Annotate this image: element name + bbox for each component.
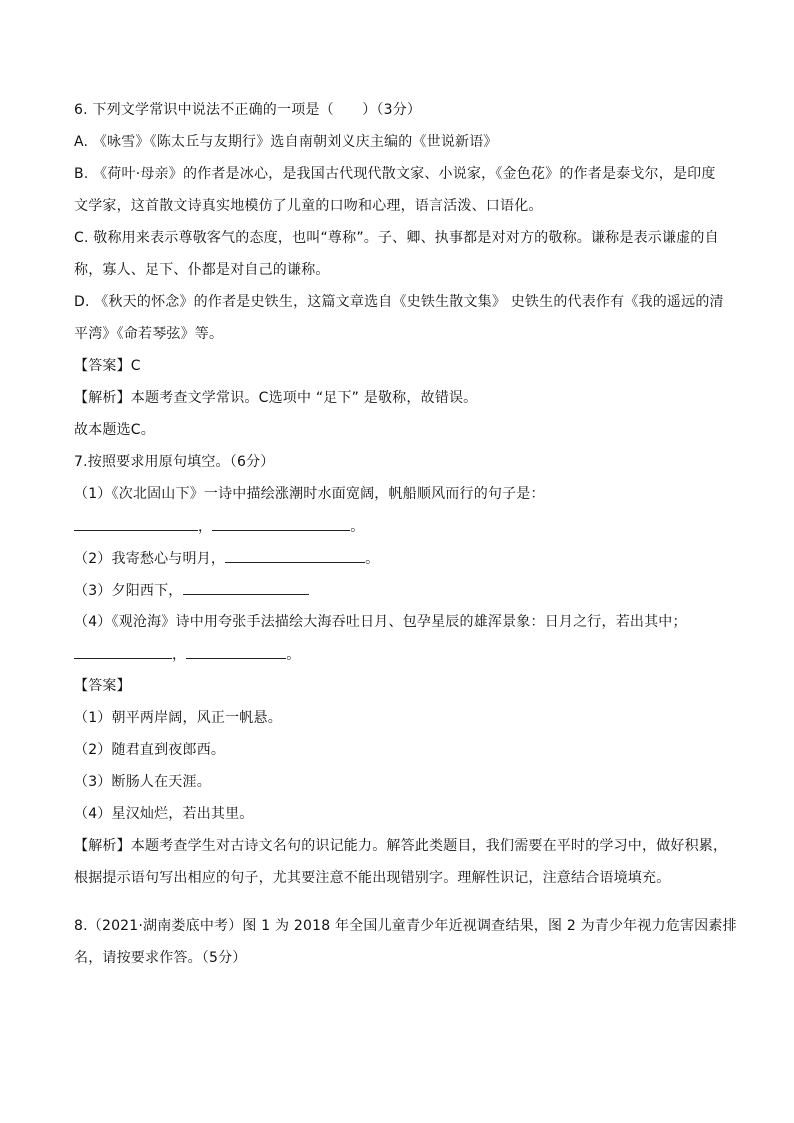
period: 。 xyxy=(365,551,380,567)
q6-option-a: A. 《咏雪》《陈太丘与友期行》选自南朝刘义庆主编的《世说新语》 xyxy=(74,134,498,150)
q7-prompt-4: （4）《观沧海》诗中用夸张手法描绘大海吞吐日月、包孕星辰的雄浑景象：日月之行，若出其中； xyxy=(74,614,687,630)
q6-stem: 6. 下列文学常识中说法不正确的一项是（ ）（3分） xyxy=(74,102,422,118)
q7-prompt-3 xyxy=(74,580,724,601)
q7-stem: 7.按照要求用原句填空。（6分） xyxy=(74,454,275,470)
q7-analysis-line2: 根据提示语句写出相应的句子，尤其要注意不能出现错别字。理解性识记，注意结合语境填充。 xyxy=(74,870,671,886)
q8-stem-line2: 名，请按要求作答。（5分） xyxy=(74,950,247,966)
q7-blank-line-4 xyxy=(74,644,724,665)
period: 。 xyxy=(350,519,365,535)
q8-stem-line1: 8.（2021·湖南娄底中考）图 1 为 2018 年全国儿童青少年近视调查结果，图 2 为青少年视力危害因素排 xyxy=(74,918,737,934)
fill-blank xyxy=(183,580,309,595)
comma: ， xyxy=(172,647,187,663)
q6-option-c-line2: 称，寡人、足下、仆都是对自己的谦称。 xyxy=(74,262,330,278)
fill-blank xyxy=(212,516,350,531)
q6-option-d-line2: 平湾》《命若琴弦》等。 xyxy=(74,326,224,342)
q7-prompt-1: （1）《次北固山下》一诗中描绘涨潮时水面宽阔，帆船顺风而行的句子是： xyxy=(74,486,545,502)
q7-answer-1: （1）朝平两岸阔，风正一帆悬。 xyxy=(74,710,282,726)
q6-option-d-line1: D. 《秋天的怀念》的作者是史铁生，这篇文章选自《史铁生散文集》 史铁生的代表作有《我的遥远的清 xyxy=(74,294,724,310)
q7-answer-4: （4）星汉灿烂，若出其里。 xyxy=(74,806,254,822)
fill-blank xyxy=(225,548,365,563)
q6-option-b-line2: 文学家，这首散文诗真实地模仿了儿童的口吻和心理，语言活泼、口语化。 xyxy=(74,198,543,214)
q6-analysis: 【解析】本题考查文学常识。C选项中 “足下” 是敬称，故错误。 xyxy=(74,390,478,406)
q6-option-b-line1: B. 《荷叶·母亲》的作者是冰心，是我国古代现代散文家、小说家，《金色花》的作者是泰戈尔，是印度 xyxy=(74,166,716,182)
comma: ， xyxy=(198,519,213,535)
q7-prompt-3-text: （3）夕阳西下， xyxy=(74,583,183,599)
fill-blank xyxy=(74,516,198,531)
q7-answer-2: （2）随君直到夜郎西。 xyxy=(74,742,226,758)
q7-analysis-line1: 【解析】本题考查学生对古诗文名句的识记能力。解答此类题目，我们需要在平时的学习中，做好积累， xyxy=(74,838,728,854)
q6-option-c-line1: C. 敬称用来表示尊敬客气的态度，也叫“尊称”。子、卿、执事都是对对方的敬称。谦称是表示谦虚的自 xyxy=(74,230,719,246)
q7-blank-line-1 xyxy=(74,516,724,537)
q7-prompt-2-text: （2）我寄愁心与明月， xyxy=(74,551,226,567)
q7-answer-label: 【答案】 xyxy=(74,678,131,694)
q6-answer: 【答案】C xyxy=(74,358,141,374)
fill-blank xyxy=(74,644,172,659)
q6-conclusion: 故本题选C。 xyxy=(74,422,155,438)
fill-blank xyxy=(186,644,286,659)
q7-answer-3: （3）断肠人在天涯。 xyxy=(74,774,211,790)
period: 。 xyxy=(286,647,301,663)
q7-prompt-2 xyxy=(74,548,724,569)
